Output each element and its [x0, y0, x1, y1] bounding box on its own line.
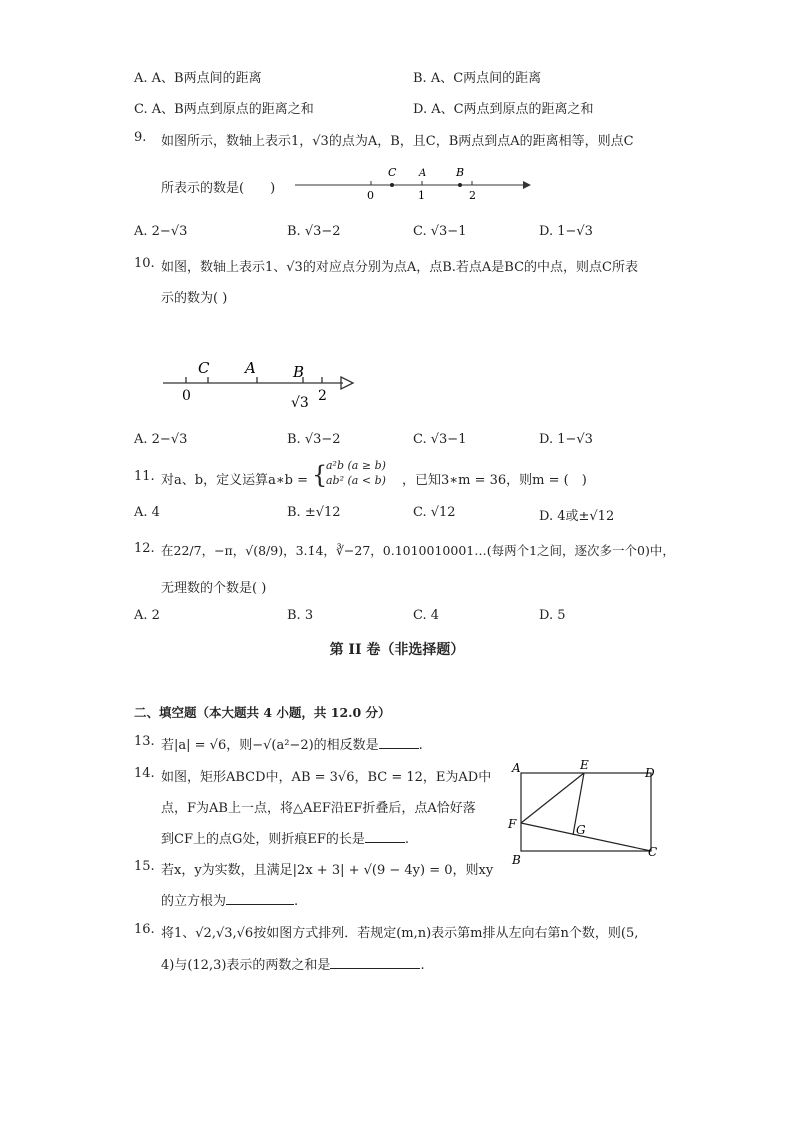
q14-text-line3-b: .	[404, 832, 410, 847]
q16-number: 16.	[134, 922, 155, 937]
q11-brace: {	[312, 461, 328, 489]
q15-text-line2-a: 的立方根为	[161, 894, 227, 909]
q9-label-a: A	[419, 168, 427, 179]
q9-option-d: D. 1−√3	[539, 224, 593, 239]
q10-text-line1: 如图，数轴上表示1、√3的对应点分别为点A，点B.若点A是BC的中点，则点C所表	[161, 260, 638, 275]
q14-label-f: F	[508, 817, 517, 831]
q12-option-b: B. 3	[287, 608, 314, 623]
q9-arrow-icon	[523, 181, 531, 189]
q12-option-a: A. 2	[134, 608, 160, 623]
q15-answer-blank[interactable]	[226, 892, 294, 905]
q14-label-d: D	[645, 766, 655, 780]
q9-point-c	[390, 183, 394, 187]
q9-tick-1: 1	[418, 189, 425, 202]
q15-number: 15.	[134, 859, 155, 874]
part2-title: 第 II 卷（非选择题）	[329, 642, 465, 658]
q14-answer-blank[interactable]	[365, 830, 405, 843]
q16-text-line2-b: .	[420, 958, 425, 973]
q16-text-line2-a: 4)与(12,3)表示的两数之和是	[161, 958, 331, 973]
q11-option-b: B. ±√12	[287, 505, 341, 520]
q9-text-line1: 如图所示，数轴上表示1，√3的点为A，B，且C，B两点到点A的距离相等，则点C	[161, 134, 634, 149]
q11-number: 11.	[134, 469, 155, 484]
q9-option-b: B. √3−2	[287, 224, 341, 239]
q10-tick-0: 0	[182, 388, 191, 404]
q9-text-line2: 所表示的数是( )	[161, 181, 276, 196]
q16-answer-blank[interactable]	[330, 956, 420, 969]
q10-tick-2: 2	[318, 388, 327, 404]
q9-number: 9.	[134, 130, 147, 145]
q11-option-d: D. 4或±√12	[539, 509, 615, 524]
q9-option-c: C. √3−1	[413, 224, 467, 239]
q14-text-line1: 如图，矩形ABCD中，AB = 3√6，BC = 12，E为AD中	[161, 770, 492, 785]
q14-label-c: C	[648, 845, 658, 859]
section2-title: 二、填空题（本大题共 4 小题，共 12.0 分）	[134, 705, 391, 720]
q10-option-d: D. 1−√3	[539, 432, 593, 447]
q12-option-d: D. 5	[539, 608, 566, 623]
q15-text-line2-b: .	[294, 894, 299, 909]
q14-label-a: A	[512, 761, 521, 775]
q14-text-line3-a: 到CF上的点G处，则折痕EF的长是	[161, 832, 365, 847]
q10-option-c: C. √3−1	[413, 432, 467, 447]
q14-text-line2: 点，F为AB上一点，将△AEF沿EF折叠后，点A恰好落	[161, 801, 476, 816]
q15-text-line2	[161, 890, 298, 909]
q14-text-line3	[161, 828, 409, 847]
q13-text	[161, 734, 423, 753]
q11-text-post: ，已知3∗m = 36，则m = ( )	[402, 473, 587, 488]
q10-label-a: A	[245, 359, 256, 377]
q10-tick-sqrt3: √3	[291, 395, 309, 411]
q9-option-a: A. 2−√3	[134, 224, 188, 239]
q8-option-a: A. A、B两点间的距离	[134, 71, 262, 86]
q14-figure	[505, 760, 675, 870]
q10-option-a: A. 2−√3	[134, 432, 188, 447]
q10-number-line	[163, 355, 363, 415]
q10-label-b: B	[293, 363, 305, 381]
q14-label-b: B	[512, 853, 521, 867]
q13-text-a: 若|a| = √6，则−√(a²−2)的相反数是	[161, 738, 379, 753]
q12-text-line2: 无理数的个数是( )	[161, 581, 267, 596]
q9-tick-0: 0	[367, 189, 374, 202]
q13-answer-blank[interactable]	[379, 736, 419, 749]
q12-number: 12.	[134, 541, 155, 556]
q13-text-b: .	[418, 738, 423, 753]
q10-number: 10.	[134, 256, 155, 271]
q8-option-b: B. A、C两点间的距离	[413, 71, 542, 86]
q9-number-line	[295, 165, 535, 205]
q12-text-line1: 在22/7，−π，√(8/9)，3.1̇4̇，∛−27，0.1010010001…(每两个1之间，逐次多一个0)中，	[161, 543, 675, 558]
q11-case1: a²b (a ≥ b)	[326, 459, 386, 472]
q12-option-c: C. 4	[413, 608, 440, 623]
q8-option-d: D. A、C两点到原点的距离之和	[413, 102, 594, 117]
q11-option-a: A. 4	[134, 505, 160, 520]
q15-text-line1: 若x，y为实数，且满足|2x + 3| + √(9 − 4y) = 0，则xy	[161, 863, 494, 878]
q16-text-line2	[161, 954, 425, 973]
q9-point-b	[458, 183, 462, 187]
q11-text-pre: 对a、b，定义运算a∗b =	[161, 473, 309, 488]
q8-option-c: C. A、B两点到原点的距离之和	[134, 102, 314, 117]
q9-label-c: C	[388, 166, 397, 179]
q11-option-c: C. √12	[413, 505, 456, 520]
q16-text-line1: 将1、√2,√3,√6按如图方式排列．若规定(m,n)表示第m排从左向右第n个数，则(5,	[161, 926, 639, 941]
q14-number: 14.	[134, 766, 155, 781]
q10-option-b: B. √3−2	[287, 432, 341, 447]
q14-label-e: E	[580, 758, 589, 772]
q13-number: 13.	[134, 734, 155, 749]
q11-case2: ab² (a < b)	[326, 474, 386, 487]
q10-label-c: C	[198, 359, 210, 377]
q10-text-line2: 示的数为( )	[161, 291, 228, 306]
q9-label-b: B	[456, 166, 465, 179]
q14-label-g: G	[576, 823, 586, 837]
q9-tick-2: 2	[469, 189, 476, 202]
